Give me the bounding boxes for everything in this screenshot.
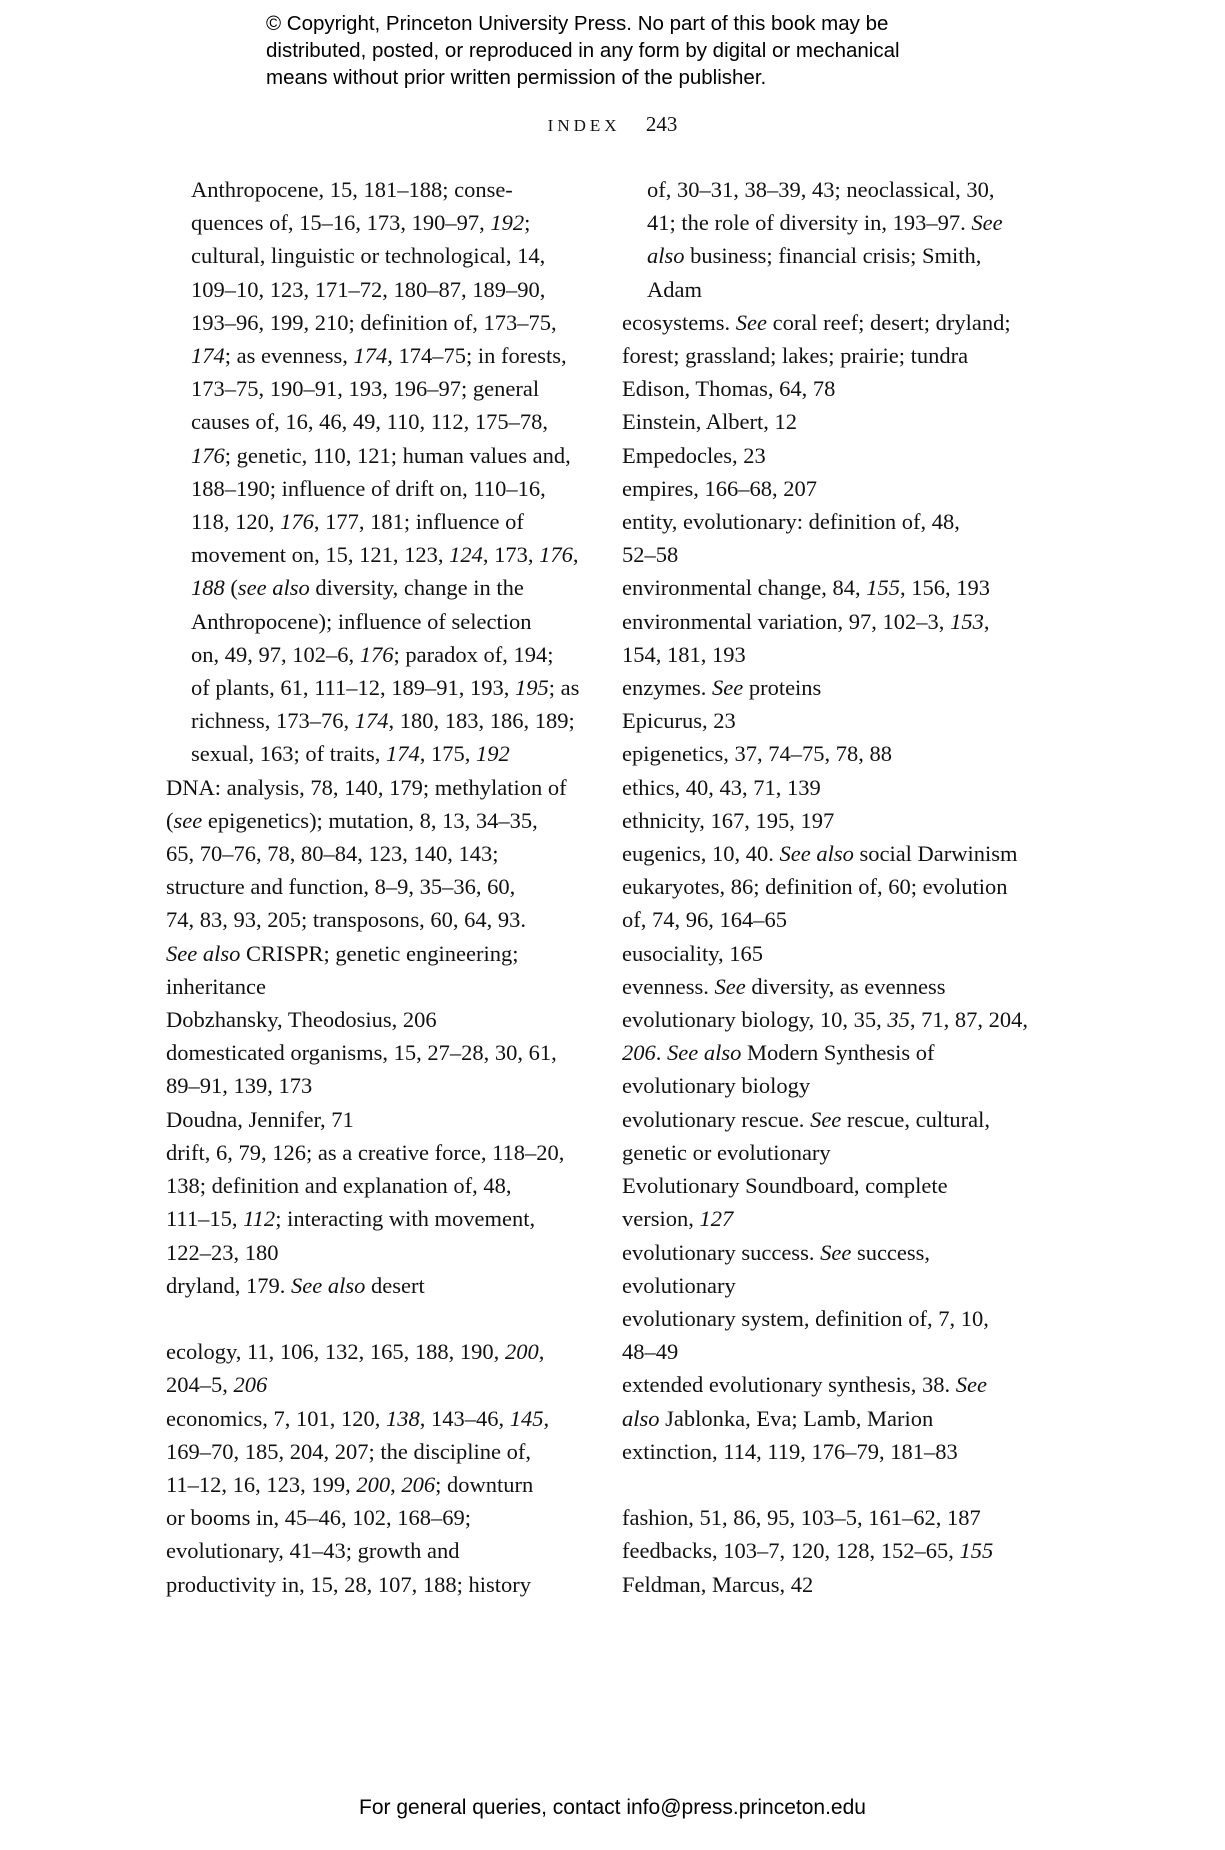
index-line: 188 (see also diversity, change in the <box>191 575 524 601</box>
index-entry <box>622 306 1042 372</box>
index-line: on, 49, 97, 102–6, 176; paradox of, 194; <box>191 641 554 667</box>
index-line: 11–12, 16, 123, 199, 200, 206; downturn <box>166 1471 534 1497</box>
index-entry <box>622 1368 1042 1434</box>
index-line: 169–70, 185, 204, 207; the discipline of, <box>166 1438 531 1464</box>
index-line: 154, 181, 193 <box>622 641 746 667</box>
index-line: 89–91, 139, 173 <box>166 1073 313 1099</box>
index-column-right <box>622 173 1042 1601</box>
index-line: 65, 70–76, 78, 80–84, 123, 140, 143; <box>166 841 499 867</box>
index-line: Dobzhansky, Theodosius, 206 <box>166 1007 437 1033</box>
index-entry <box>166 1136 586 1269</box>
index-line: version, 127 <box>622 1206 734 1232</box>
index-line: 74, 83, 93, 205; transposons, 60, 64, 93. <box>166 907 526 933</box>
index-line: fashion, 51, 86, 95, 103–5, 161–62, 187 <box>622 1505 981 1531</box>
index-line: evolutionary system, definition of, 7, 10, <box>622 1305 989 1331</box>
index-line: Edison, Thomas, 64, 78 <box>622 376 836 402</box>
index-line: Feldman, Marcus, 42 <box>622 1571 814 1597</box>
index-line: environmental variation, 97, 102–3, 153, <box>622 608 990 634</box>
index-line: 204–5, 206 <box>166 1372 268 1398</box>
index-line: Evolutionary Soundboard, complete <box>622 1173 948 1199</box>
index-line: sexual, 163; of traits, 174, 175, 192 <box>191 741 510 767</box>
index-line: 173–75, 190–91, 193, 196–97; general <box>191 376 540 402</box>
index-line: inheritance <box>166 973 266 999</box>
index-entry <box>622 1003 1042 1103</box>
index-line: enzymes. See proteins <box>622 675 822 701</box>
index-line: Adam <box>647 276 702 302</box>
index-entry <box>166 1269 586 1302</box>
index-entry <box>622 405 1042 438</box>
index-line: also Jablonka, Eva; Lamb, Marion <box>622 1405 934 1431</box>
running-head <box>0 110 1225 140</box>
index-line: ecosystems. See coral reef; desert; dryland; <box>622 309 1011 335</box>
index-entry <box>166 1103 586 1136</box>
index-entry <box>166 1335 586 1401</box>
index-entry <box>622 737 1042 770</box>
index-line: also business; financial crisis; Smith, <box>647 243 982 269</box>
index-entry <box>622 1169 1042 1235</box>
index-entry <box>622 571 1042 604</box>
index-line: ecology, 11, 106, 132, 165, 188, 190, 200, <box>166 1339 545 1365</box>
index-line: structure and function, 8–9, 35–36, 60, <box>166 874 516 900</box>
index-line: empires, 166–68, 207 <box>622 475 817 501</box>
index-line: environmental change, 84, 155, 156, 193 <box>622 575 991 601</box>
index-line: evenness. See diversity, as evenness <box>622 973 946 999</box>
index-entry-continuation <box>622 173 1042 306</box>
index-entry <box>622 804 1042 837</box>
index-entry <box>166 1036 586 1102</box>
index-entry <box>166 1402 586 1601</box>
index-line: genetic or evolutionary <box>622 1139 831 1165</box>
index-line: cultural, linguistic or technological, 14, <box>191 243 546 269</box>
index-line: drift, 6, 79, 126; as a creative force, 118–20, <box>166 1139 565 1165</box>
index-line: (see epigenetics); mutation, 8, 13, 34–35, <box>166 807 538 833</box>
index-line: richness, 173–76, 174, 180, 183, 186, 189; <box>191 708 575 734</box>
index-line: causes of, 16, 46, 49, 110, 112, 175–78, <box>191 409 549 435</box>
letter-group-gap <box>166 1302 586 1335</box>
index-line: 109–10, 123, 171–72, 180–87, 189–90, <box>191 276 546 302</box>
index-line: ethnicity, 167, 195, 197 <box>622 807 835 833</box>
index-line: Einstein, Albert, 12 <box>622 409 797 435</box>
index-line: 206. See also Modern Synthesis of <box>622 1040 935 1066</box>
index-line: of plants, 61, 111–12, 189–91, 193, 195; as <box>191 675 580 701</box>
index-line: 48–49 <box>622 1339 679 1365</box>
copyright-line: © Copyright, Princeton University Press. No part of this book may be <box>266 12 889 35</box>
index-entry <box>622 439 1042 472</box>
copyright-line: distributed, posted, or reproduced in any form by digital or mechanical <box>266 39 900 62</box>
copyright-notice <box>266 10 986 91</box>
index-line: 138; definition and explanation of, 48, <box>166 1173 512 1199</box>
index-entry <box>622 671 1042 704</box>
index-entry <box>166 771 586 1003</box>
index-entry <box>622 1236 1042 1302</box>
footer-contact: For general queries, contact info@press.princeton.edu <box>359 1796 866 1819</box>
index-line: evolutionary rescue. See rescue, cultural, <box>622 1106 990 1132</box>
index-entry-continuation <box>166 173 586 771</box>
index-column-left <box>166 173 586 1601</box>
running-title: INDEX <box>547 116 621 135</box>
index-line: ethics, 40, 43, 71, 139 <box>622 774 821 800</box>
index-entry <box>622 704 1042 737</box>
index-line: evolutionary, 41–43; growth and <box>166 1538 460 1564</box>
index-entry <box>622 870 1042 936</box>
index-line: 118, 120, 176, 177, 181; influence of <box>191 509 524 535</box>
index-entry <box>622 970 1042 1003</box>
index-line: productivity in, 15, 28, 107, 188; history <box>166 1571 531 1597</box>
index-line: 41; the role of diversity in, 193–97. See <box>647 210 1003 236</box>
index-entry <box>622 1103 1042 1169</box>
index-entry <box>622 837 1042 870</box>
index-entry <box>622 1568 1042 1601</box>
index-line: quences of, 15–16, 173, 190–97, 192; <box>191 210 531 236</box>
index-line: forest; grassland; lakes; prairie; tundra <box>622 343 969 369</box>
index-line: 176; genetic, 110, 121; human values and, <box>191 442 571 468</box>
index-entry <box>622 1435 1042 1468</box>
index-line: of, 30–31, 38–39, 43; neoclassical, 30, <box>647 177 995 202</box>
index-line: evolutionary biology, 10, 35, 35, 71, 87, 204, <box>622 1007 1029 1033</box>
page-number: 243 <box>645 112 678 136</box>
index-line: See also CRISPR; genetic engineering; <box>166 940 519 966</box>
index-line: dryland, 179. See also desert <box>166 1272 425 1298</box>
index-line: 52–58 <box>622 542 679 568</box>
index-line: 174; as evenness, 174, 174–75; in forests, <box>191 343 567 369</box>
index-entry <box>622 771 1042 804</box>
index-entry <box>622 505 1042 571</box>
index-line: Epicurus, 23 <box>622 708 736 734</box>
index-line: DNA: analysis, 78, 140, 179; methylation of <box>166 774 567 800</box>
index-line: entity, evolutionary: definition of, 48, <box>622 509 960 535</box>
index-entry <box>166 1003 586 1036</box>
index-entry <box>622 1302 1042 1368</box>
index-line: 122–23, 180 <box>166 1239 279 1265</box>
index-line: 111–15, 112; interacting with movement, <box>166 1206 536 1232</box>
index-entry <box>622 937 1042 970</box>
index-line: eugenics, 10, 40. See also social Darwinism <box>622 841 1018 867</box>
index-line: or booms in, 45–46, 102, 168–69; <box>166 1505 472 1531</box>
index-entry <box>622 605 1042 671</box>
index-entry <box>622 472 1042 505</box>
index-line: domesticated organisms, 15, 27–28, 30, 61, <box>166 1040 557 1066</box>
index-line: feedbacks, 103–7, 120, 128, 152–65, 155 <box>622 1538 994 1564</box>
index-line: movement on, 15, 121, 123, 124, 173, 176, <box>191 542 579 568</box>
index-line: Doudna, Jennifer, 71 <box>166 1106 354 1132</box>
index-line: extinction, 114, 119, 176–79, 181–83 <box>622 1438 958 1464</box>
index-line: evolutionary biology <box>622 1073 811 1099</box>
index-line: 193–96, 199, 210; definition of, 173–75, <box>191 309 557 335</box>
index-line: evolutionary success. See success, <box>622 1239 931 1265</box>
index-line: Anthropocene); influence of selection <box>191 608 532 634</box>
letter-group-gap <box>622 1468 1042 1501</box>
index-entry <box>622 372 1042 405</box>
index-line: 188–190; influence of drift on, 110–16, <box>191 475 546 501</box>
index-line: epigenetics, 37, 74–75, 78, 88 <box>622 741 892 767</box>
copyright-line: means without prior written permission of the publisher. <box>266 66 767 89</box>
index-line: Empedocles, 23 <box>622 442 766 468</box>
index-line: extended evolutionary synthesis, 38. See <box>622 1372 987 1398</box>
index-line: economics, 7, 101, 120, 138, 143–46, 145, <box>166 1405 550 1431</box>
index-line: eukaryotes, 86; definition of, 60; evolution <box>622 874 1008 900</box>
index-entry <box>622 1534 1042 1567</box>
index-line: eusociality, 165 <box>622 940 764 966</box>
index-line: Anthropocene, 15, 181–188; conse- <box>191 177 513 202</box>
index-line: evolutionary <box>622 1272 736 1298</box>
index-line: of, 74, 96, 164–65 <box>622 907 787 933</box>
index-entry <box>622 1501 1042 1534</box>
